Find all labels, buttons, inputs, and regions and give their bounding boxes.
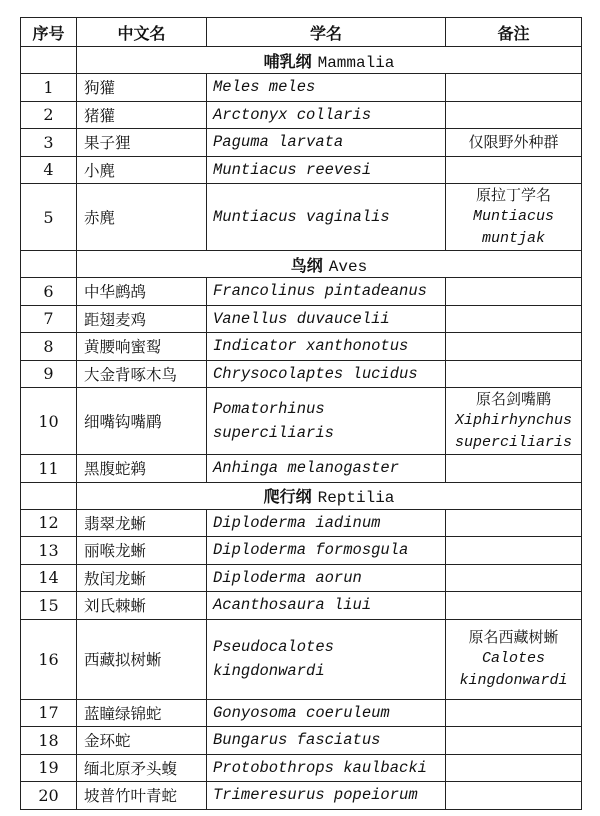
row-number: 11 [21, 455, 77, 483]
scientific-name: Muntiacus reevesi [207, 156, 446, 184]
note-cell [446, 727, 582, 755]
chinese-name: 敖闰龙蜥 [77, 564, 207, 592]
section-latin-name: Reptilia [317, 489, 395, 507]
table-row [21, 564, 582, 592]
header-scientific-name: 学名 [207, 18, 446, 47]
note-cell [446, 388, 582, 455]
row-number: 5 [21, 184, 77, 251]
scientific-name: Muntiacus vaginalis [207, 184, 446, 251]
chinese-name: 中华鹧鸪 [77, 278, 207, 306]
chinese-name: 刘氏棘蜥 [77, 592, 207, 620]
note-cell [446, 509, 582, 537]
note-cell [446, 305, 582, 333]
note-line: muntjak [481, 230, 545, 247]
row-number: 9 [21, 360, 77, 388]
note-cell [446, 564, 582, 592]
note-cell [446, 592, 582, 620]
section-header-row [21, 47, 582, 74]
table-row [21, 74, 582, 102]
scientific-name: Protobothrops kaulbacki [207, 754, 446, 782]
scientific-name: Acanthosaura liui [207, 592, 446, 620]
note-cell [446, 333, 582, 361]
header-chinese-name: 中文名 [77, 18, 207, 47]
table-row [21, 537, 582, 565]
section-header [77, 47, 582, 74]
table-row [21, 754, 582, 782]
chinese-name: 果子狸 [77, 129, 207, 157]
scientific-name: Pomatorhinus superciliaris [207, 388, 446, 455]
chinese-name: 大金背啄木鸟 [77, 360, 207, 388]
row-number: 3 [21, 129, 77, 157]
scientific-name: Anhinga melanogaster [207, 455, 446, 483]
scientific-name: Indicator xanthonotus [207, 333, 446, 361]
table-row [21, 509, 582, 537]
row-number: 7 [21, 305, 77, 333]
row-number: 2 [21, 101, 77, 129]
note-cell [446, 74, 582, 102]
section-chinese-name: 鸟纲 [290, 255, 323, 275]
note-cell [446, 156, 582, 184]
chinese-name: 黄腰响蜜䴕 [77, 333, 207, 361]
scientific-name: Trimeresurus popeiorum [207, 782, 446, 810]
scientific-name: Meles meles [207, 74, 446, 102]
scientific-name: Paguma larvata [207, 129, 446, 157]
note-line: 原拉丁学名 [475, 186, 551, 204]
note-line: Muntiacus [472, 208, 554, 225]
chinese-name: 缅北原矛头蝮 [77, 754, 207, 782]
scientific-name: Pseudocalotes kingdonwardi [207, 619, 446, 699]
scientific-name: Diploderma iadinum [207, 509, 446, 537]
table-row [21, 360, 582, 388]
chinese-name: 西藏拟树蜥 [77, 619, 207, 699]
scientific-name: Arctonyx collaris [207, 101, 446, 129]
table-row [21, 388, 582, 455]
note-cell [446, 278, 582, 306]
row-number: 4 [21, 156, 77, 184]
row-number: 8 [21, 333, 77, 361]
chinese-name: 丽喉龙蜥 [77, 537, 207, 565]
table-row [21, 699, 582, 727]
scientific-name: Gonyosoma coeruleum [207, 699, 446, 727]
row-number: 14 [21, 564, 77, 592]
note-line: kingdonwardi [459, 672, 568, 689]
chinese-name: 翡翠龙蜥 [77, 509, 207, 537]
table-row [21, 455, 582, 483]
table-row [21, 129, 582, 157]
note-cell [446, 101, 582, 129]
section-num-cell [21, 251, 77, 278]
chinese-name: 猪獾 [77, 101, 207, 129]
note-cell [446, 537, 582, 565]
chinese-name: 黑腹蛇鹈 [77, 455, 207, 483]
row-number: 10 [21, 388, 77, 455]
chinese-name: 距翅麦鸡 [77, 305, 207, 333]
section-header-row [21, 251, 582, 278]
header-note: 备注 [446, 18, 582, 47]
row-number: 17 [21, 699, 77, 727]
row-number: 19 [21, 754, 77, 782]
chinese-name: 狗獾 [77, 74, 207, 102]
note-cell [446, 754, 582, 782]
table-row [21, 619, 582, 699]
section-latin-name: Aves [328, 257, 368, 276]
scientific-name: Chrysocolaptes lucidus [207, 360, 446, 388]
table-row [21, 184, 582, 251]
table-row [21, 101, 582, 129]
species-table [20, 17, 582, 810]
row-number: 20 [21, 782, 77, 810]
row-number: 16 [21, 619, 77, 699]
scientific-name: Vanellus duvaucelii [207, 305, 446, 333]
chinese-name: 金环蛇 [77, 727, 207, 755]
note-line: 原名剑嘴鹛 [475, 390, 551, 408]
note-line: 仅限野外种群 [468, 133, 559, 152]
row-number: 6 [21, 278, 77, 306]
section-num-cell [21, 47, 77, 74]
note-cell [446, 699, 582, 727]
table-row [21, 782, 582, 810]
table-row [21, 305, 582, 333]
chinese-name: 小麂 [77, 156, 207, 184]
note-line: 原名西藏树蜥 [468, 628, 559, 646]
note-cell [446, 619, 582, 699]
chinese-name: 坡普竹叶青蛇 [77, 782, 207, 810]
row-number: 12 [21, 509, 77, 537]
table-row [21, 592, 582, 620]
row-number: 1 [21, 74, 77, 102]
table-row [21, 333, 582, 361]
row-number: 18 [21, 727, 77, 755]
scientific-name: Francolinus pintadeanus [207, 278, 446, 306]
section-header [77, 251, 582, 278]
note-cell [446, 184, 582, 251]
note-cell [446, 455, 582, 483]
table-body [21, 47, 582, 810]
section-chinese-name: 哺乳纲 [263, 51, 312, 71]
row-number: 13 [21, 537, 77, 565]
note-line: superciliaris [454, 434, 573, 451]
scientific-name: Diploderma aorun [207, 564, 446, 592]
chinese-name: 赤麂 [77, 184, 207, 251]
table-row [21, 727, 582, 755]
header-row [21, 18, 582, 47]
scientific-name: Bungarus fasciatus [207, 727, 446, 755]
note-cell [446, 360, 582, 388]
section-num-cell [21, 482, 77, 509]
chinese-name: 细嘴钩嘴鹛 [77, 388, 207, 455]
section-header-row [21, 482, 582, 509]
row-number: 15 [21, 592, 77, 620]
table-row [21, 156, 582, 184]
section-latin-name: Mammalia [317, 53, 395, 72]
section-chinese-name: 爬行纲 [263, 487, 312, 506]
note-line: Calotes [481, 650, 545, 667]
scientific-name: Diploderma formosgula [207, 537, 446, 565]
section-header [77, 482, 582, 509]
note-line: Xiphirhynchus [454, 412, 573, 429]
note-cell [446, 129, 582, 157]
chinese-name: 蓝瞳绿锦蛇 [77, 699, 207, 727]
table-row [21, 278, 582, 306]
header-num: 序号 [21, 18, 77, 47]
note-cell [446, 782, 582, 810]
